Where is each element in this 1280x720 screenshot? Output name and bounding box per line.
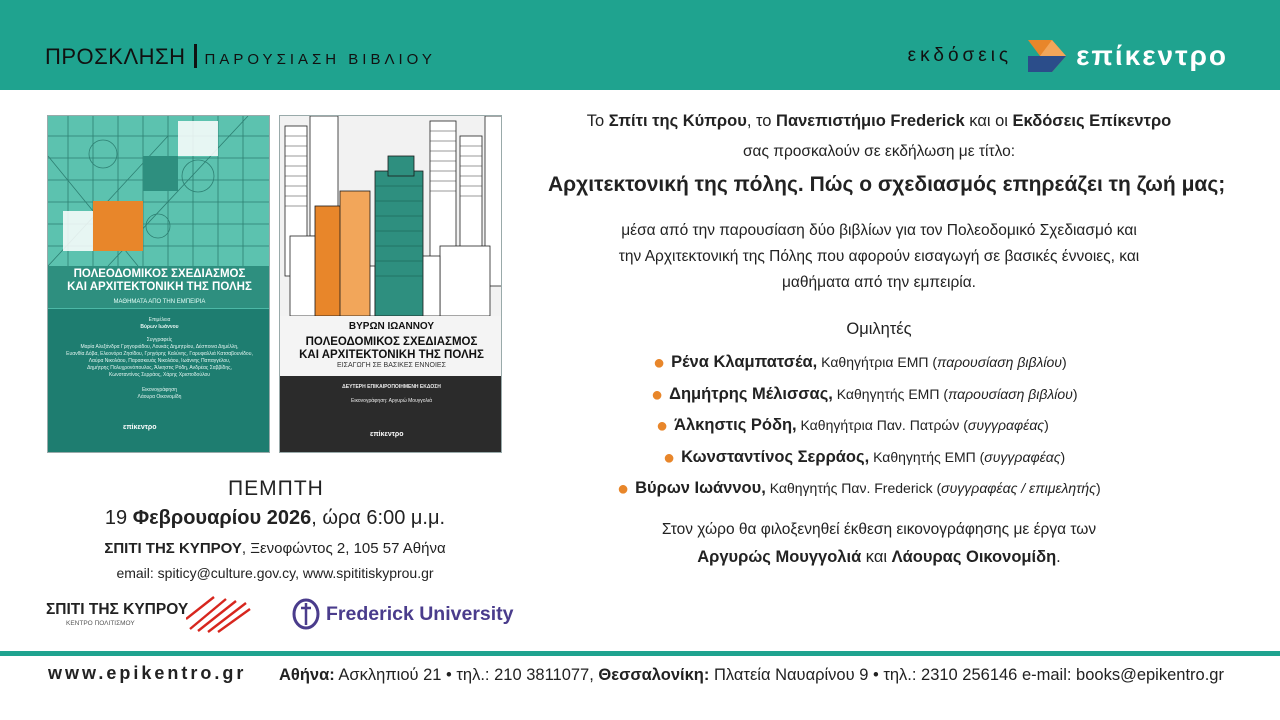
- footer-website-link[interactable]: www.epikentro.gr: [48, 663, 247, 683]
- host-frederick: Πανεπιστήμιο Frederick: [776, 112, 965, 130]
- speaker-note: συγγραφέας: [984, 449, 1061, 465]
- speaker-role: Καθηγήτρια Παν. Πατρών (: [800, 417, 968, 433]
- exhibition-line: Στον χώρο θα φιλοξενηθεί έκθεση εικονογράφησης με έργα των: [661, 521, 1097, 538]
- cover1-info-block: [48, 309, 270, 453]
- speaker-note: παρουσίαση βιβλίου: [937, 354, 1062, 370]
- speaker-item: [656, 415, 1280, 438]
- kypros-mark-icon: [186, 595, 252, 633]
- artists-end: .: [1056, 548, 1061, 566]
- footer-divider: [0, 651, 1280, 656]
- cover2-publisher-logo: επίκεντρο: [370, 431, 404, 438]
- speaker-role: Καθηγήτρια ΕΜΠ (: [821, 354, 938, 370]
- book-cover-1: [47, 115, 270, 453]
- cover1-tagline: ΜΑΘΗΜΑΤΑ ΑΠΟ ΤΗΝ ΕΜΠΕΙΡΙΑ: [113, 299, 206, 305]
- event-day: ΠΕΜΠΤΗ: [228, 477, 324, 500]
- book-cover-2: [279, 115, 502, 453]
- speaker-paren: ): [1096, 480, 1101, 496]
- bullet-icon: ●: [653, 352, 666, 374]
- venue-name: ΣΠΙΤΙ ΤΗΣ ΚΥΠΡΟΥ: [104, 540, 242, 557]
- bullet-icon: ●: [651, 384, 664, 406]
- artist-name: Λάουρας Οικονομίδη: [891, 548, 1057, 566]
- speaker-name: Κωνσταντίνος Σερράος,: [681, 448, 870, 466]
- speaker-role: Καθηγητής ΕΜΠ (: [873, 449, 985, 465]
- bullet-icon: ●: [617, 478, 630, 500]
- host-spiti-kyprou: Σπίτι της Κύπρου: [608, 112, 747, 130]
- description-line: την Αρχιτεκτονική της Πόλης που αφορούν εισαγωγή σε βασικές έννοιες, και: [618, 248, 1140, 265]
- event-date: [0, 507, 550, 530]
- cover-city-illustration: [280, 116, 502, 316]
- speakers-heading: Ομιλητές: [846, 320, 912, 338]
- cover-map-illustration: [48, 116, 270, 266]
- athens-address: Ασκληπιού 21 • τηλ.: 210 3811077,: [334, 666, 599, 684]
- cover2-edition: ΔΕΥΤΕΡΗ ΕΠΙΚΑΙΡΟΠΟΙΗΜΕΝΗ ΕΚΔΟΣΗ: [342, 384, 441, 390]
- speaker-name: Άλκηστις Ρόδη,: [674, 416, 797, 434]
- speaker-item: [651, 384, 1280, 407]
- speaker-note: παρουσίαση βιβλίου: [947, 386, 1073, 402]
- cover2-illustration: Εικονογράφηση: Αργυρώ Μουγγολιά: [351, 398, 432, 404]
- event-title: Αρχιτεκτονική της πόλης. Πώς ο σχεδιασμός επηρεάζει τη ζωή μας;: [548, 173, 1226, 196]
- cover2-title-line1: ΠΟΛΕΟΔΟΜΙΚΟΣ ΣΧΕΔΙΑΣΜΟΣ: [305, 336, 478, 348]
- cover1-title-line2: ΚΑΙ ΑΡΧΙΤΕΚΤΟΝΙΚΗ ΤΗΣ ΠΟΛΗΣ: [67, 281, 252, 293]
- intro-text: Το: [586, 112, 609, 130]
- spiti-tis-kyprou-logo: [46, 595, 256, 635]
- event-date-month-year: Φεβρουαρίου 2026: [132, 507, 312, 529]
- kypros-logo-subtitle: ΚΕΝΤΡΟ ΠΟΛΙΤΙΣΜΟΥ: [66, 620, 135, 627]
- cover1-editor-label: Επιμέλεια: [148, 317, 171, 323]
- invitation-title: [45, 44, 436, 70]
- speaker-note: συγγραφέας / επιμελητής: [941, 480, 1096, 496]
- speaker-paren: ): [1060, 449, 1066, 465]
- speaker-role: Καθηγητής ΕΜΠ (: [836, 386, 948, 402]
- cover1-authors-line: Λαύρα Νικολάου, Παρασκευάς Νικολάου, Ιωάννης Παπαγγέλου,: [88, 358, 231, 364]
- invitation-subtitle: ΠΑΡΟΥΣΙΑΣΗ ΒΙΒΛΙΟΥ: [204, 51, 436, 68]
- publisher-prefix: εκδόσεις: [907, 45, 1013, 66]
- speaker-item: [653, 352, 1280, 375]
- event-date-day: 19: [104, 507, 128, 529]
- thessaloniki-address: Πλατεία Ναυαρίνου 9 • τηλ.: 2310 256146 e-mail: books@epikentro.gr: [709, 666, 1224, 684]
- cover1-authors-line: Δημήτρης Πολυχρονόπουλος, Άλκηστις Ρόδη, Ανδρέας Σαββίδης,: [87, 365, 232, 371]
- athens-label: Αθήνα:: [279, 666, 335, 684]
- speaker-item: [663, 447, 1280, 470]
- cover1-publisher-logo: επίκεντρο: [123, 424, 157, 431]
- cover1-authors-line: Μαρία Αλεξάνδρα Γρηγοριάδου, Λουκάς Δημητρίου, Δέσποινα Δημέλλη,: [80, 344, 239, 350]
- cover2-title-line2: ΚΑΙ ΑΡΧΙΤΕΚΤΟΝΙΚΗ ΤΗΣ ΠΟΛΗΣ: [299, 349, 484, 361]
- frederick-logo-text: Frederick University: [326, 602, 514, 625]
- event-description: [548, 218, 1210, 296]
- publisher-name: επίκεντρο: [1076, 40, 1228, 71]
- cover2-title: [280, 336, 502, 362]
- cover1-editor: Βύρων Ιωάννου: [140, 324, 179, 330]
- event-time: , ώρα 6:00 μ.μ.: [311, 507, 446, 529]
- cover2-subtitle: ΕΙΣΑΓΩΓΗ ΣΕ ΒΑΣΙΚΕΣ ΕΝΝΟΙΕΣ: [337, 362, 446, 369]
- intro-line: [548, 112, 1210, 131]
- exhibition-artists: [548, 548, 1210, 567]
- invite-line: σας προσκαλούν σε εκδήλωση με τίτλο:: [742, 143, 1016, 160]
- cover1-title: [48, 268, 270, 294]
- speaker-item: [617, 478, 1280, 501]
- title-separator: [194, 44, 197, 68]
- cover2-author: ΒΥΡΩΝ ΙΩΑΝΝΟΥ: [348, 321, 435, 332]
- thessaloniki-label: Θεσσαλονίκη:: [598, 666, 710, 684]
- speaker-name: Ρένα Κλαμπατσέα,: [671, 353, 818, 371]
- speaker-name: Δημήτρης Μέλισσας,: [669, 385, 833, 403]
- header-bar: [0, 0, 1280, 90]
- speaker-paren: ): [1044, 417, 1049, 433]
- description-line: μέσα από την παρουσίαση δύο βιβλίων για τον Πολεοδομικό Σχεδιασμό και: [621, 222, 1137, 239]
- bullet-icon: ●: [663, 447, 676, 469]
- cover1-title-line1: ΠΟΛΕΟΔΟΜΙΚΟΣ ΣΧΕΔΙΑΣΜΟΣ: [73, 268, 246, 280]
- frederick-crest-icon: [292, 598, 320, 630]
- cover1-authors-line: Κωνσταντίνος Σερράος, Χάρης Χριστοδούλου: [108, 372, 211, 378]
- host-epikentro: Εκδόσεις Επίκεντρο: [1012, 112, 1172, 130]
- venue-contact: email: spiticy@culture.gov.cy, www.spititiskyprou.gr: [116, 565, 434, 581]
- cover1-illustrator: Λάουρα Οικονομίδη: [137, 394, 182, 400]
- cover1-authors-line: Ευανθία Δόβα, Ελεονόρα Ζησίδου, Γρηγόρης Καλύνης, Γαρυφαλλιά Κατσαβουνίδου,: [66, 351, 253, 357]
- cover1-illustration-label: Εικονογράφηση: [141, 387, 178, 393]
- kypros-logo-text: ΣΠΙΤΙ ΤΗΣ ΚΥΠΡΟΥ: [46, 601, 189, 618]
- publisher-mark-icon: [1026, 36, 1068, 76]
- bullet-icon: ●: [656, 415, 669, 437]
- speaker-paren: ): [1072, 386, 1078, 402]
- speaker-name: Βύρων Ιωάννου,: [635, 479, 766, 497]
- invitation-label: ΠΡΟΣΚΛΗΣΗ: [45, 44, 186, 69]
- venue-address: , Ξενοφώντος 2, 105 57 Αθήνα: [241, 540, 446, 557]
- speaker-note: συγγραφέας: [967, 417, 1045, 433]
- artist-name: Αργυρώς Μουγγολιά: [697, 548, 862, 566]
- footer-contact: [279, 666, 1224, 685]
- frederick-university-logo: [292, 598, 514, 630]
- artists-conjunction: και: [861, 548, 892, 566]
- cover2-bottom-band: [280, 376, 502, 453]
- description-line: μαθήματα από την εμπειρία.: [782, 274, 976, 291]
- speaker-role: Καθηγητής Παν. Frederick (: [769, 480, 942, 496]
- speaker-paren: ): [1061, 354, 1067, 370]
- event-venue: [0, 540, 550, 557]
- publisher-logo: [908, 36, 1228, 76]
- intro-text: και οι: [964, 112, 1013, 130]
- intro-text: , το: [746, 112, 777, 130]
- cover1-authors-label: Συγγραφείς: [146, 337, 173, 343]
